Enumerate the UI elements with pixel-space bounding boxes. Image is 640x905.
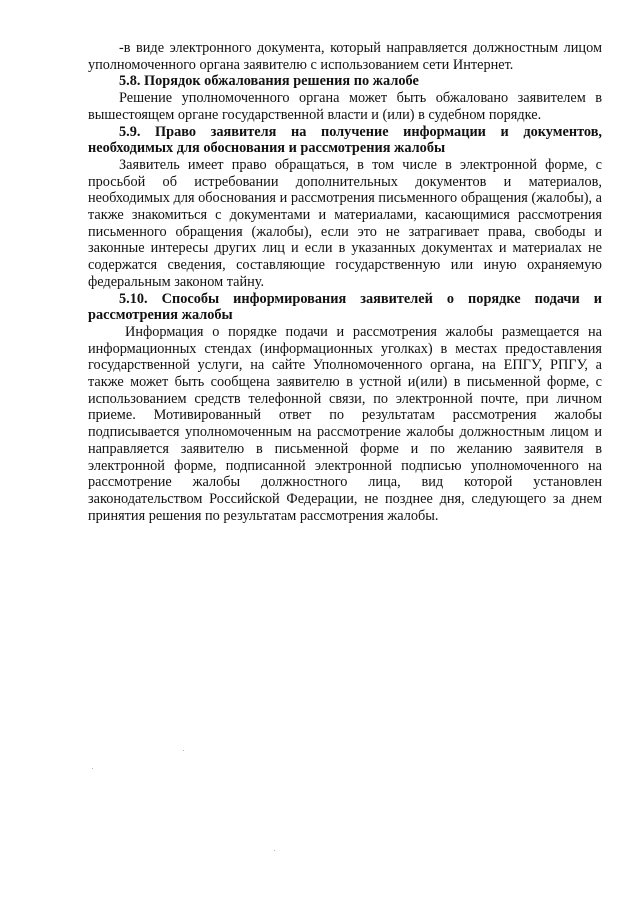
heading-5-10: 5.10. Способы информирования заявителей о порядке подачи и рассмотрения жалобы: [88, 290, 602, 324]
heading-5-9: 5.9. Право заявителя на получение информации и документов, необходимых для обоснования и рассмотрения жалобы: [88, 123, 602, 157]
paragraph-appeal-decision: Решение уполномоченного органа может быть обжаловано заявителем в вышестоящем органе государственной власти и (или) в судебном порядке.: [88, 90, 602, 123]
paragraph-informing-methods: Информация о порядке подачи и рассмотрения жалобы размещается на информационных стендах (информационных уголках) в местах предоставления государственной услуги, на сайте Уполномоченного органа, на ЕПГУ, РПГУ, а также может быть сообщена заявителю в устной и(или) в письменной форме, с использованием средств телефонной связи, по электронной почте, при личном приеме. Мотивированный ответ по результатам рассмотрения жалобы подписывается уполномоченным на рассмотрение жалобы должностным лицом и направляется заявителю в письменной форме и по желанию заявителя в электронной форме, подписанной электронной подписью уполномоченного на рассмотрение жалобы должностного лица, вид которой установлен законодательством Российской Федерации, не позднее дня, следующего за днем принятия решения по результатам рассмотрения жалобы.: [88, 323, 602, 524]
document-page: [88, 40, 602, 524]
paragraph-electronic-document: -в виде электронного документа, который направляется должностным лицом уполномоченного органа заявителю с использованием сети Интернет.: [88, 40, 602, 73]
heading-5-8: 5.8. Порядок обжалования решения по жалобе: [119, 73, 419, 90]
scan-speck: [183, 750, 184, 751]
scan-speck: [274, 850, 275, 851]
scan-speck: [92, 768, 93, 769]
paragraph-right-to-information: Заявитель имеет право обращаться, в том числе в электронной форме, с просьбой об истребовании дополнительных документов и материалов, необходимых для обоснования и рассмотрения письменного обращения (жалобы), а также знакомиться с документами и материалами, касающимися рассмотрения письменного обращения (жалобы), если это не затрагивает права, свободы и законные интересы других лиц и если в указанных документах и материалах не содержатся сведения, составляющие государственную или иную охраняемую федеральным законом тайну.: [88, 156, 602, 290]
